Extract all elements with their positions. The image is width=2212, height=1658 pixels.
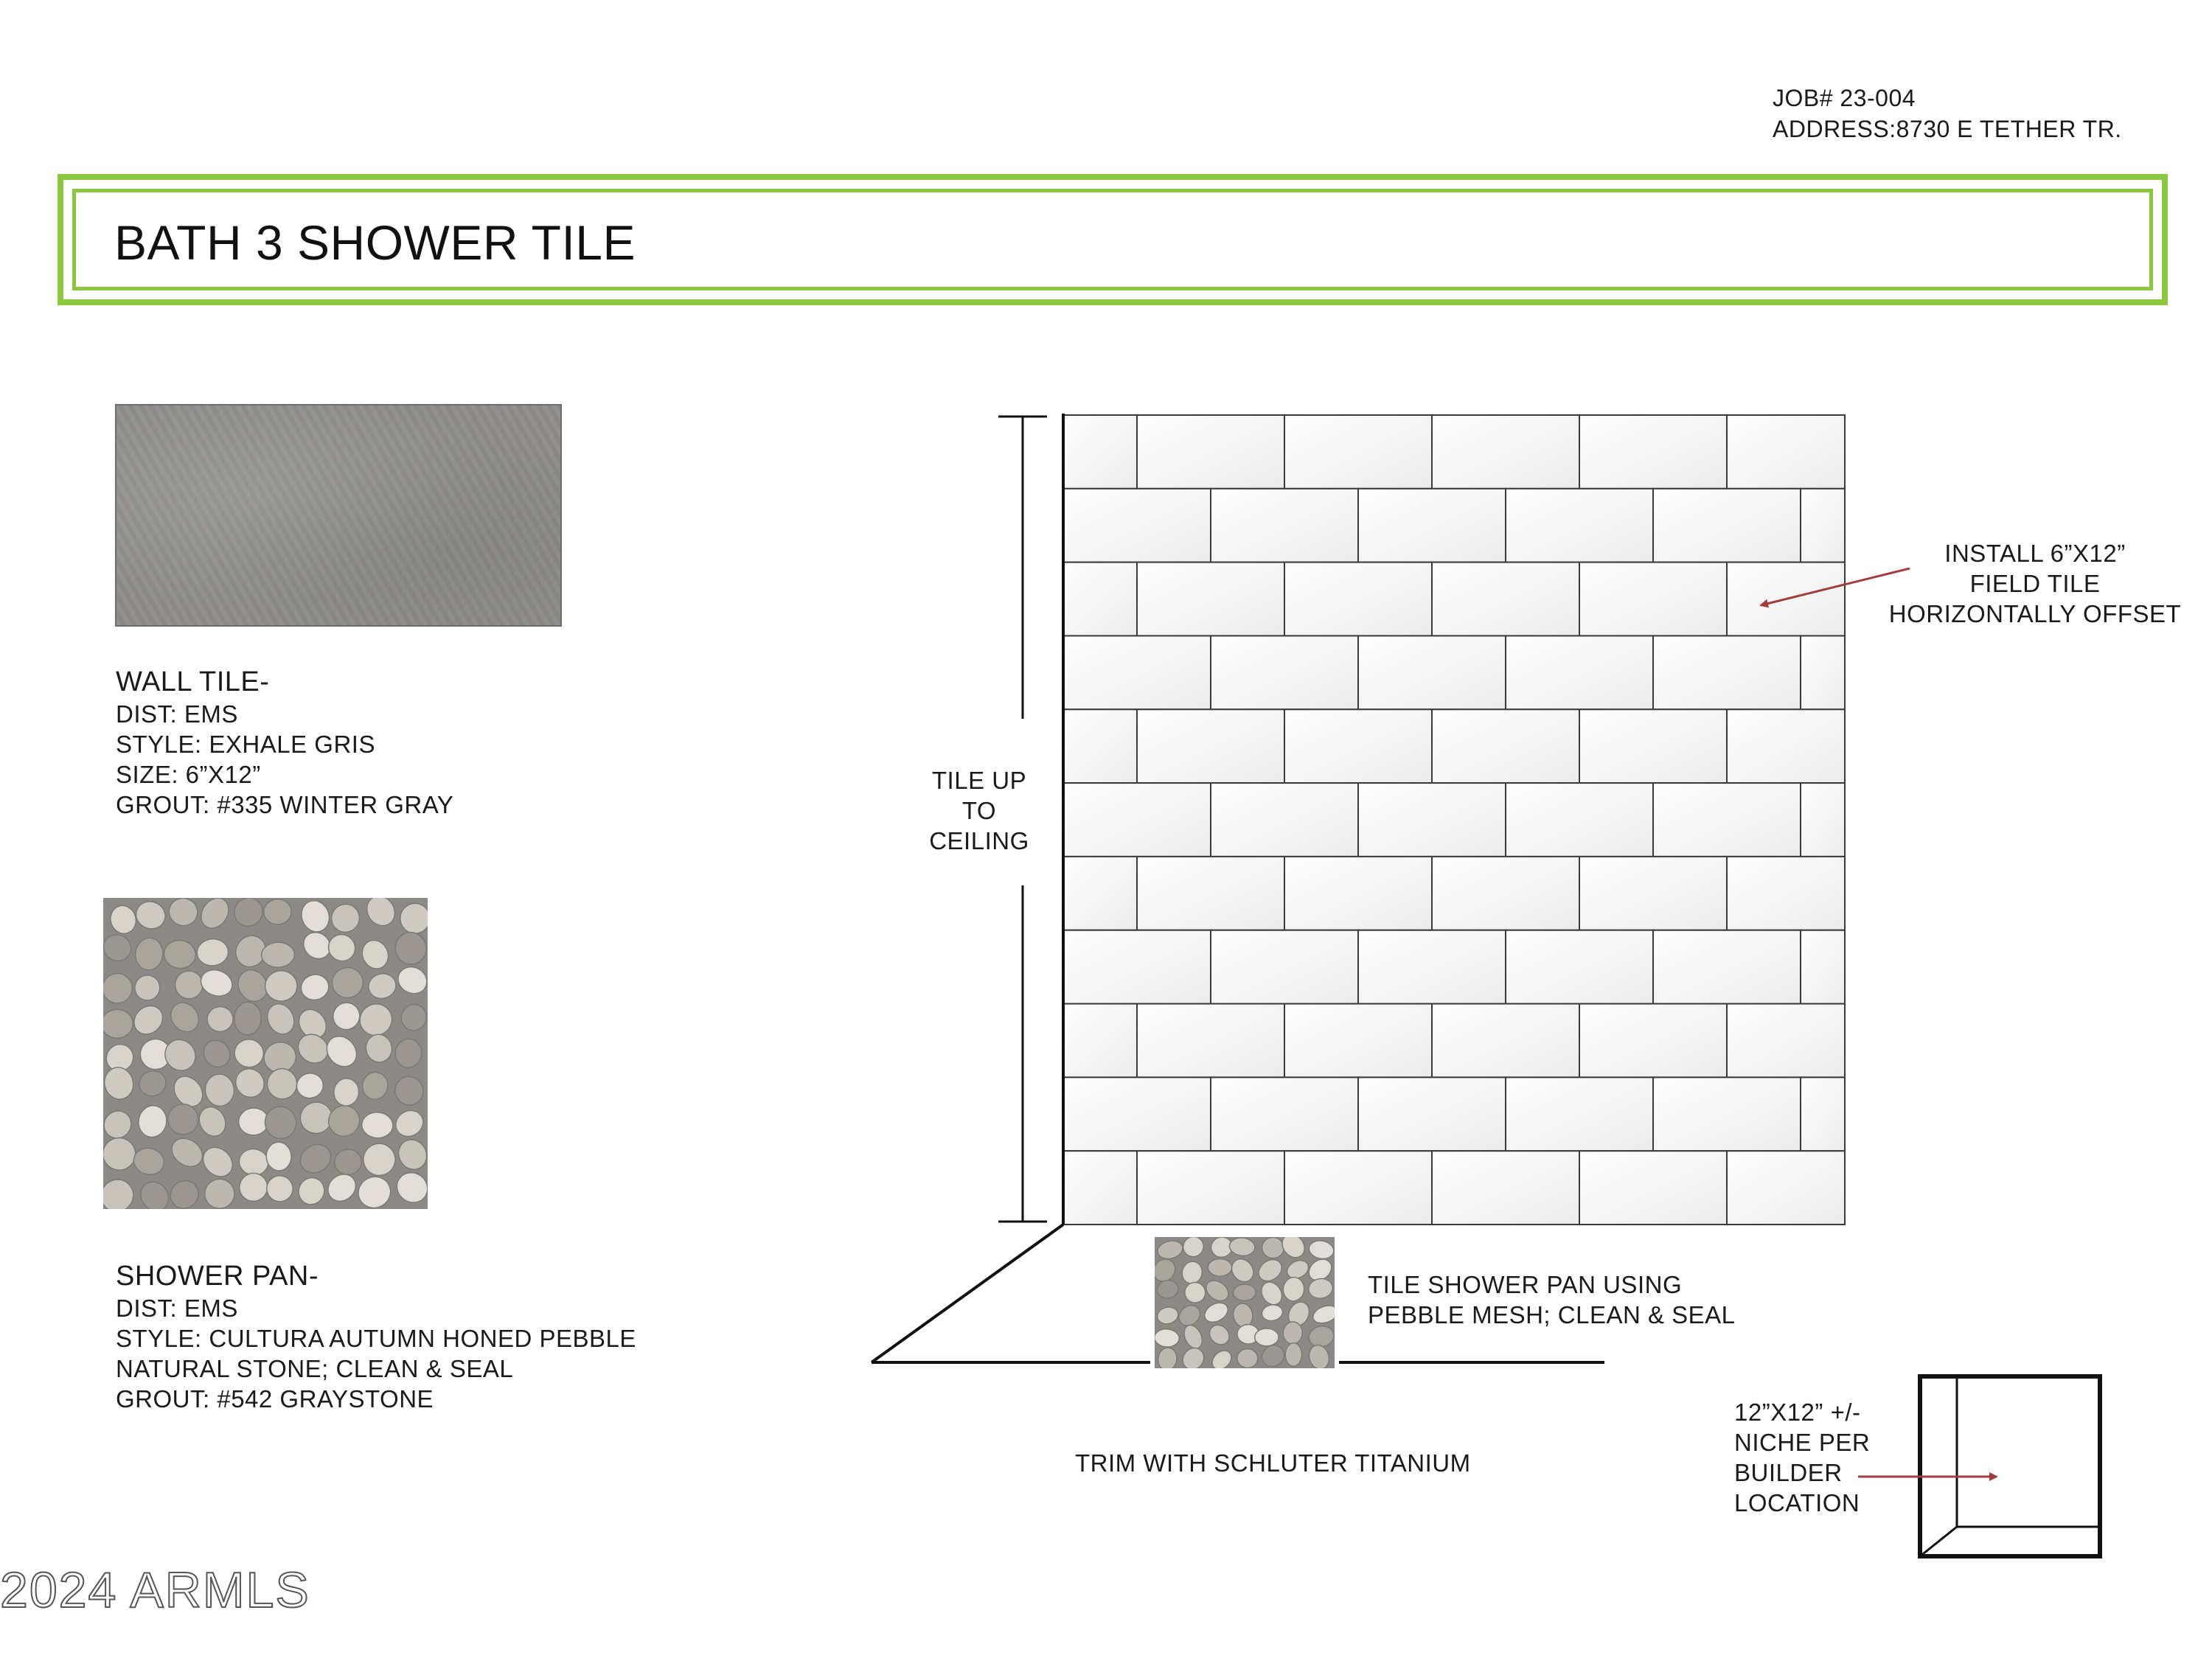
wall-tile xyxy=(1284,562,1432,636)
tile-wall xyxy=(1063,415,1845,1225)
pan-note-line-2: PEBBLE MESH; CLEAN & SEAL xyxy=(1368,1301,1736,1328)
wall-tile xyxy=(1801,783,1845,857)
title-inner-frame xyxy=(72,189,2153,290)
wall-tile xyxy=(1063,1077,1211,1151)
field-tile-note xyxy=(1858,538,2212,629)
wall-tile-dist: DIST: EMS xyxy=(116,700,238,728)
wall-tile xyxy=(1063,857,1137,930)
wall-tile xyxy=(1579,709,1727,783)
watermark: 2024 ARMLS xyxy=(0,1562,310,1618)
pebble xyxy=(1233,1284,1256,1301)
pebble xyxy=(261,942,295,968)
pebble xyxy=(400,903,428,933)
wall-tile xyxy=(1358,1077,1506,1151)
wall-tile xyxy=(1137,857,1284,930)
pebble-mosaic-swatch xyxy=(103,898,428,1209)
wall-tile xyxy=(1432,709,1579,783)
pebble xyxy=(175,970,204,999)
wall-tile xyxy=(1506,1077,1653,1151)
shower-pan-note xyxy=(1368,1269,1736,1330)
wall-tile xyxy=(1653,635,1801,709)
wall-tile xyxy=(1432,857,1579,930)
wall-tile xyxy=(1063,489,1211,562)
wall-tile xyxy=(1211,489,1358,562)
wall-tile xyxy=(1653,489,1801,562)
wall-tile xyxy=(1284,709,1432,783)
wall-tile xyxy=(1653,930,1801,1004)
pebble xyxy=(265,970,297,1001)
wall-tile-spec xyxy=(116,665,453,820)
wall-tile xyxy=(1137,562,1284,636)
wall-tile-swatch xyxy=(115,404,562,627)
wall-tile xyxy=(1358,783,1506,857)
wall-tile xyxy=(1284,1004,1432,1078)
wall-tile xyxy=(1579,415,1727,489)
job-number: JOB# 23-004 xyxy=(1773,85,1916,111)
wall-tile xyxy=(1063,635,1211,709)
wall-tile xyxy=(1063,709,1137,783)
shower-pan-style: STYLE: CULTURA AUTUMN HONED PEBBLE xyxy=(116,1325,636,1352)
wall-tile xyxy=(1506,783,1653,857)
wall-tile xyxy=(1211,635,1358,709)
wall-tile xyxy=(1137,1004,1284,1078)
job-address: ADDRESS:8730 E TETHER TR. xyxy=(1773,116,2122,142)
niche-note-line-3: BUILDER xyxy=(1734,1459,1843,1486)
shower-pan-dist: DIST: EMS xyxy=(116,1295,238,1322)
wall-tile xyxy=(1727,1004,1845,1078)
wall-tile xyxy=(1137,709,1284,783)
wall-tile-size: SIZE: 6”X12” xyxy=(116,761,261,788)
wall-tile xyxy=(1358,930,1506,1004)
pebble xyxy=(1237,1348,1258,1368)
trim-note: TRIM WITH SCHLUTER TITANIUM xyxy=(1075,1449,1471,1477)
wall-tile xyxy=(1579,1151,1727,1225)
wall-tile-heading: WALL TILE- xyxy=(116,666,270,697)
shower-pan-grout: GROUT: #542 GRAYSTONE xyxy=(116,1385,434,1413)
page-title: BATH 3 SHOWER TILE xyxy=(114,215,636,270)
wall-tile xyxy=(1579,857,1727,930)
wall-tile xyxy=(1801,489,1845,562)
wall-tile xyxy=(1506,635,1653,709)
tile-up-line-1: TILE UP xyxy=(931,767,1027,794)
wall-tile xyxy=(1727,857,1845,930)
wall-tile xyxy=(1284,415,1432,489)
wall-tile xyxy=(1432,1151,1579,1225)
wall-tile xyxy=(1063,930,1211,1004)
niche-note xyxy=(1734,1397,1870,1518)
wall-tile xyxy=(1801,1077,1845,1151)
wall-tile xyxy=(1653,783,1801,857)
tile-up-line-3: CEILING xyxy=(929,827,1029,854)
wall-tile xyxy=(1801,930,1845,1004)
wall-tile xyxy=(1137,1151,1284,1225)
wall-tile xyxy=(1727,709,1845,783)
wall-tile xyxy=(1506,489,1653,562)
job-info xyxy=(1773,83,2122,144)
field-tile-line-2: FIELD TILE xyxy=(1969,570,2101,597)
tile-up-line-2: TO xyxy=(961,797,997,824)
shower-pan-pebble-swatch xyxy=(1155,1237,1335,1368)
wall-tile xyxy=(1063,783,1211,857)
pan-note-line-1: TILE SHOWER PAN USING xyxy=(1368,1271,1683,1298)
wall-tile xyxy=(1432,415,1579,489)
wall-tile xyxy=(1801,635,1845,709)
pebble xyxy=(1254,1328,1279,1346)
pebble xyxy=(1208,1259,1231,1277)
wall-tile xyxy=(1211,783,1358,857)
wall-tile xyxy=(1506,930,1653,1004)
wall-tile-grout: GROUT: #335 WINTER GRAY xyxy=(116,791,454,818)
wall-tile xyxy=(1211,1077,1358,1151)
wall-tile xyxy=(1063,1004,1137,1078)
wall-tile xyxy=(1579,1004,1727,1078)
tile-up-note xyxy=(905,765,1053,856)
pebble xyxy=(204,1179,234,1208)
wall-tile xyxy=(1063,415,1137,489)
wall-tile xyxy=(1727,1151,1845,1225)
field-tile-line-3: HORIZONTALLY OFFSET xyxy=(1888,600,2182,627)
field-tile-line-1: INSTALL 6”X12” xyxy=(1944,540,2126,567)
niche-diagram xyxy=(1920,1376,2100,1556)
wall-tile xyxy=(1432,562,1579,636)
pebble xyxy=(234,1001,262,1035)
wall-tile xyxy=(1284,1151,1432,1225)
wall-tile xyxy=(1063,562,1137,636)
wall-tile-style: STYLE: EXHALE GRIS xyxy=(116,731,375,758)
shower-pan-heading: SHOWER PAN- xyxy=(116,1261,319,1292)
wall-tile xyxy=(1432,1004,1579,1078)
wall-tile xyxy=(1358,489,1506,562)
wall-tile xyxy=(1579,562,1727,636)
niche-note-line-4: LOCATION xyxy=(1734,1489,1860,1516)
niche-note-line-2: NICHE PER xyxy=(1734,1429,1871,1456)
pebble xyxy=(264,899,292,924)
wall-tile xyxy=(1063,1151,1137,1225)
wall-tile xyxy=(1137,415,1284,489)
shower-pan-spec xyxy=(116,1259,636,1414)
niche-note-line-1: 12”X12” +/- xyxy=(1734,1398,1861,1426)
wall-tile xyxy=(1284,857,1432,930)
pebble xyxy=(1285,1343,1302,1367)
title-frame xyxy=(58,174,2168,305)
shower-pan-finish: NATURAL STONE; CLEAN & SEAL xyxy=(116,1355,514,1382)
wall-tile xyxy=(1727,415,1845,489)
wall-tile xyxy=(1653,1077,1801,1151)
wall-tile xyxy=(1211,930,1358,1004)
wall-tile xyxy=(1358,635,1506,709)
